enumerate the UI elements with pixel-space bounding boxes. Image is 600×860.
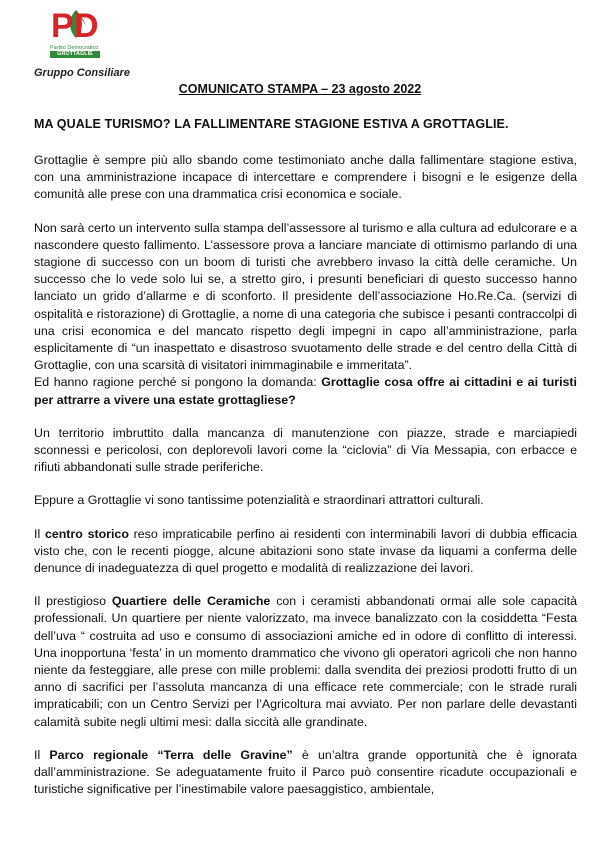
svg-text:P: P	[51, 7, 74, 44]
paragraph-8-text-b: è un’altra grande opportunità che è ignorata dall’amministrazione. Se adeguatamente fruito il Parco può consentire ricadute occupazionali e turistiche significative per l’inestimabile valore paesaggistico, ambientale,	[34, 747, 578, 797]
document-body	[34, 152, 577, 815]
paragraph-1: Grottaglie è sempre più allo sbando come testimoniato anche dalla fallimentare stagione estiva, con una amministrazione incapace di intercettare e comprendere i bisogni e le esigenze della comunità alle prese con una drammatica crisi economica e sociale.	[34, 153, 577, 202]
paragraph-8-text-a: Il	[34, 747, 50, 762]
press-release-title: COMUNICATO STAMPA – 23 agosto 2022	[178, 82, 422, 96]
paragraph-5: Eppure a Grottaglie vi sono tantissime potenzialità e straordinari attrattori culturali.	[34, 493, 484, 508]
paragraph-8-bold: Parco regionale “Terra delle Gravine”	[49, 747, 293, 762]
headline: MA QUALE TURISMO? LA FALLIMENTARE STAGIONE ESTIVA A GROTTAGLIE.	[34, 117, 509, 131]
paragraph-3-question: Grottaglie cosa offre ai cittadini e ai turisti per attrarre a vivere una estate grottagliese?	[34, 375, 577, 407]
paragraph-6-text-a: Il	[34, 526, 45, 541]
logo-city-band: GROTTAGLIE	[50, 51, 100, 58]
svg-text:D: D	[74, 7, 99, 44]
paragraph-2: Non sarà certo un intervento sulla stampa dell’assessore al turismo e alla cultura ad edulcorare e a nascondere questo fallimento. L’assessore prova a lanciare manciate di ottimismo parlando di una stagione di successo con un boom di turisti che avrebbero invaso la città delle ceramiche. Un successo che lo vede solo lui se, a stretto giro, i presunti beneficiari di questo successo hanno lanciato un grido d’allarme e di sconforto. Il presidente dell’associazione Ho.Re.Ca. (servizi di ospitalità e ristorazione) di Grottaglie, a nome di una categoria che subisce i pesanti contraccolpi di una crisi economica e del mancato rispetto degli impegni in capo all’amministrazione, parla esplicitamente di “un inaspettato e disastroso svuotamento delle strade e del centro della Città di Grottaglie, con una scarsità di visitatori inimmaginabile e immeritata”.	[34, 220, 577, 373]
paragraph-3	[34, 374, 577, 408]
paragraph-4: Un territorio imbruttito dalla mancanza di manutenzione con piazze, strade e marciapiedi sconnessi e pericolosi, con deplorevoli lavori come la “ciclovia” di Via Messapia, con erbacce e rifiuti abbandonati sulle strade periferiche.	[34, 425, 577, 475]
paragraph-6-text-b: reso impraticabile perfino ai residenti con interminabili lavori di dubbia efficacia visto che, con le recenti piogge, alcune abitazioni sono state invase da liquami a conferma delle denunce di inadeguatezza di quel progetto e modalità di realizzazione dei lavori.	[34, 526, 577, 576]
logo-party-name: Partito Democratico	[50, 45, 99, 51]
paragraph-6-bold: centro storico	[44, 526, 129, 541]
paragraph-7	[34, 593, 577, 731]
paragraph-7-text-a: Il prestigioso	[34, 594, 112, 609]
paragraph-3-text: Ed hanno ragione perché si pongono la domanda:	[34, 375, 322, 390]
group-label: Gruppo Consiliare	[34, 67, 130, 79]
paragraph-7-bold: Quartiere delle Ceramiche	[111, 594, 271, 609]
party-logo	[40, 4, 112, 62]
pd-logo-icon	[48, 4, 104, 44]
paragraph-6	[34, 526, 577, 578]
paragraph-7-text-b: con i ceramisti abbandonati ormai alle sole capacità professionali. Un quartiere per niente valorizzato, ma invece banalizzato con la cosiddetta “Festa dell’uva “ costruita ad uso e consumo di associazioni amiche ed in odore di conflitto di interessi. Una inopportuna ‘festa’ in un momento drammatico che vivono gli operatori agricoli che non hanno niente da festeggiare, alle prese con mille problemi: dalla svendita dei preziosi prodotti frutto di un anno di sacrifici per l’assoluta mancanza di una efficace rete commerciale; con le strade rurali impraticabili; con un Centro Servizi per l’Agricoltura mai avviato. Per non parlare delle devastanti calamità subite negli ultimi mesi: dalla siccità alle grandinate.	[34, 594, 577, 729]
paragraph-8	[34, 747, 577, 799]
